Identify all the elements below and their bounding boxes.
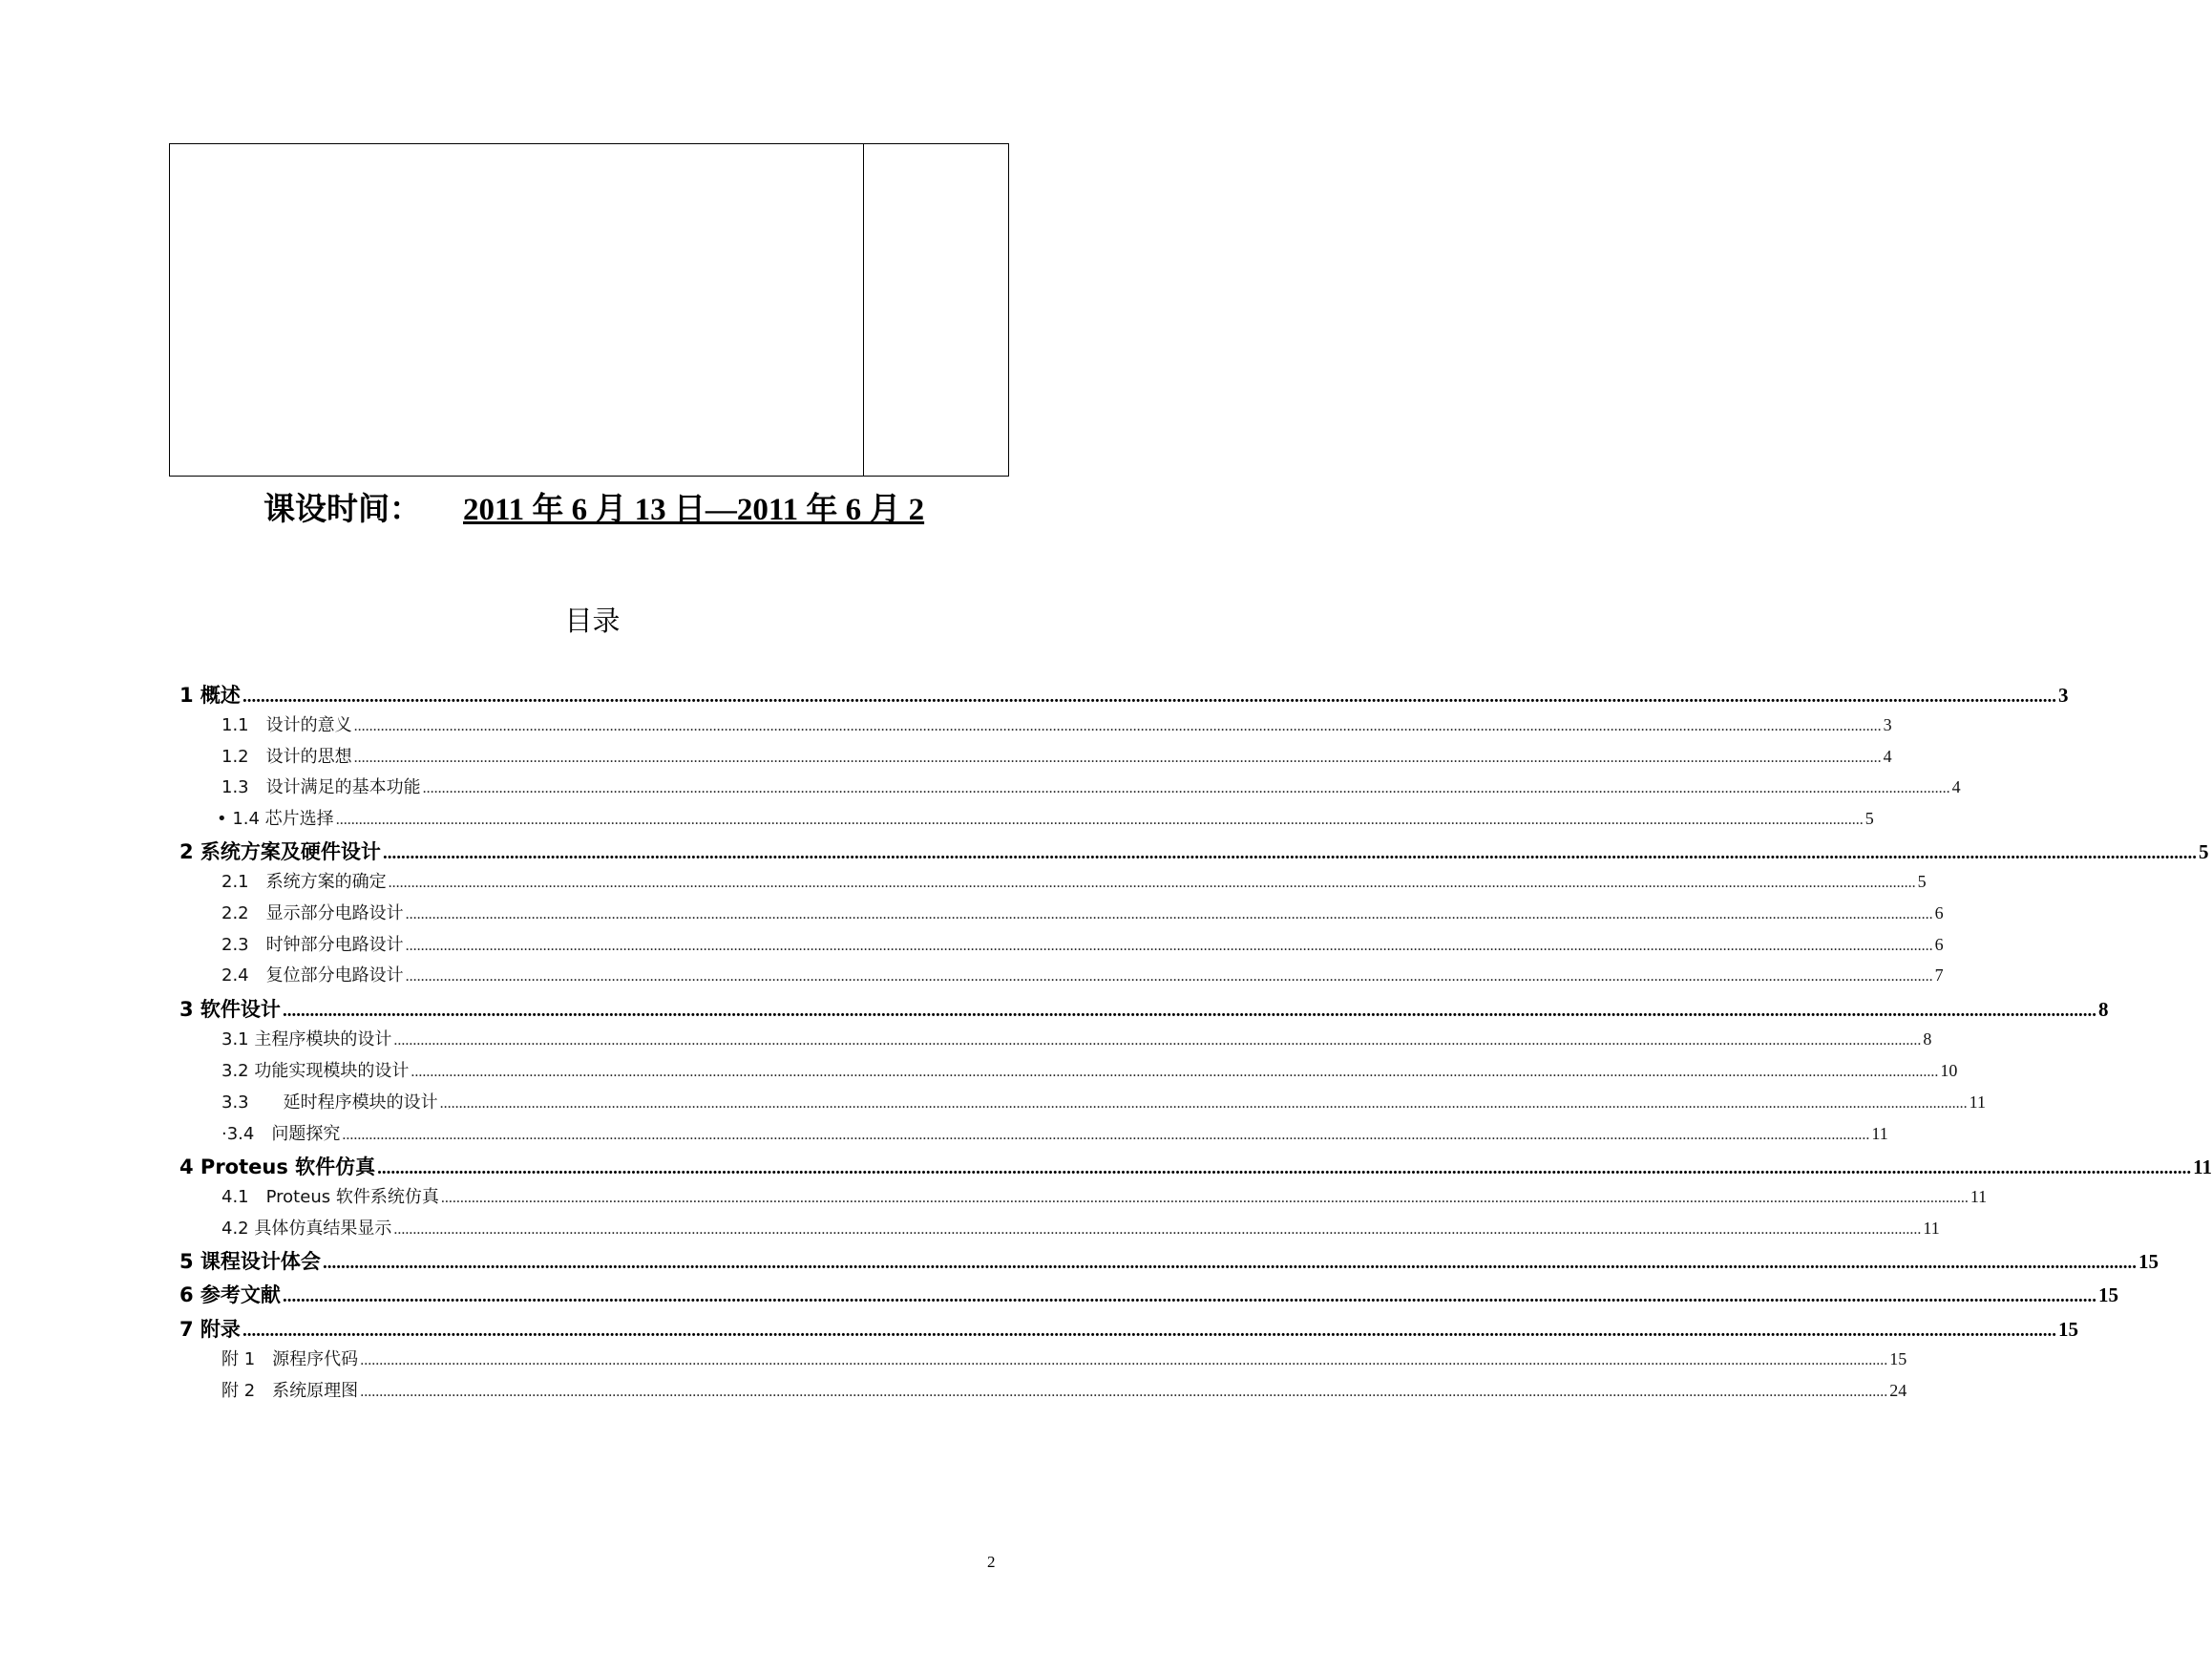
toc-chapter-entry[interactable]	[179, 680, 2069, 709]
toc-leader-dots: ................................................................................................................................................................................................................................................................................................................................................................................................................	[360, 1384, 1888, 1400]
toc-entry-page: 6	[1934, 935, 1944, 954]
toc-leader-dots: ................................................................................................................................................................................................................................................................................................................................................................................................................	[393, 1221, 1922, 1238]
toc-entry-title: 4.1 Proteus 软件系统仿真	[221, 1187, 439, 1207]
toc-entry-page: 15	[1889, 1349, 1907, 1368]
toc-entry-title: 2.2 显示部分电路设计	[221, 903, 404, 923]
toc-entry-page: 11	[1871, 1124, 1888, 1143]
toc-leader-dots: ................................................................................................................................................................................................................................................................................................................................................................................................................	[282, 1286, 2096, 1306]
toc-entry-title: 1.1 设计的意义	[221, 715, 352, 735]
toc-section-entry[interactable]	[179, 1183, 1988, 1208]
toc-entry-title: 3 软件设计	[179, 998, 281, 1021]
table-divider	[863, 144, 864, 476]
toc-entry-title: 附 2 系统原理图	[221, 1381, 359, 1401]
toc-entry-page: 8	[1923, 1029, 1932, 1049]
toc-leader-dots: ................................................................................................................................................................................................................................................................................................................................................................................................................	[242, 1321, 2056, 1341]
toc-leader-dots: ................................................................................................................................................................................................................................................................................................................................................................................................................	[411, 1064, 1939, 1080]
course-time-label: 课设时间：	[263, 490, 421, 527]
toc-entry-page: 11	[1969, 1092, 1986, 1112]
toc-entry-title: • 1.4 芯片选择	[217, 809, 334, 829]
toc-leader-dots: ................................................................................................................................................................................................................................................................................................................................................................................................................	[282, 1001, 2096, 1021]
toc-section-entry[interactable]	[179, 1346, 1907, 1370]
toc-chapter-entry[interactable]	[179, 1246, 2159, 1275]
toc-entry-title: 2 系统方案及硬件设计	[179, 840, 381, 863]
toc-section-entry[interactable]	[179, 1026, 1932, 1050]
toc-entry-page: 24	[1889, 1381, 1907, 1400]
toc-leader-dots: ................................................................................................................................................................................................................................................................................................................................................................................................................	[382, 843, 2197, 863]
toc-entry-title: 3.2 功能实现模块的设计	[221, 1061, 410, 1081]
signature-table-box	[169, 143, 1009, 477]
toc-entry-title: 2.1 系统方案的确定	[221, 872, 387, 892]
toc-entry-page: 8	[2097, 998, 2109, 1021]
toc-leader-dots: ................................................................................................................................................................................................................................................................................................................................................................................................................	[422, 780, 1950, 796]
toc-chapter-entry[interactable]	[179, 994, 2109, 1023]
toc-entry-title: 5 课程设计体会	[179, 1250, 321, 1273]
toc-section-entry[interactable]	[179, 774, 1961, 798]
toc-entry-page: 7	[1934, 965, 1944, 985]
toc-chapter-entry[interactable]	[179, 1152, 2212, 1180]
toc-chapter-entry[interactable]	[179, 1280, 2118, 1308]
toc-entry-title: 2.3 时钟部分电路设计	[221, 935, 404, 955]
toc-entry-page: 4	[1951, 777, 1961, 796]
toc-leader-dots: ................................................................................................................................................................................................................................................................................................................................................................................................................	[353, 718, 1882, 734]
toc-entry-title: 附 1 源程序代码	[221, 1349, 359, 1369]
toc-section-entry[interactable]	[179, 962, 1944, 986]
toc-entry-title: 7 附录	[179, 1318, 241, 1341]
toc-entry-page: 5	[1917, 872, 1927, 891]
toc-entry-page: 11	[1923, 1219, 1940, 1238]
toc-entry-title: 1.3 设计满足的基本功能	[221, 777, 421, 797]
course-time	[263, 485, 924, 534]
toc-entry-title: ·3.4 问题探究	[221, 1124, 341, 1144]
toc-section-entry[interactable]	[179, 1120, 1888, 1145]
toc-entry-page: 3	[2057, 684, 2069, 707]
toc-section-entry[interactable]	[179, 805, 1874, 830]
toc-leader-dots: ................................................................................................................................................................................................................................................................................................................................................................................................................	[322, 1253, 2137, 1273]
toc-entry-page: 10	[1940, 1061, 1958, 1080]
toc-leader-dots: ................................................................................................................................................................................................................................................................................................................................................................................................................	[342, 1127, 1870, 1143]
toc-entry-title: 1 概述	[179, 684, 241, 707]
toc-entry-page: 5	[2198, 840, 2209, 863]
toc-entry-title: 2.4 复位部分电路设计	[221, 965, 404, 986]
toc-entry-page: 15	[2057, 1318, 2078, 1341]
toc-section-entry[interactable]	[179, 868, 1927, 893]
toc-entry-page: 11	[1970, 1187, 1988, 1206]
toc-entry-title: 3.3 延时程序模块的设计	[221, 1092, 438, 1113]
toc-section-entry[interactable]	[179, 1377, 1907, 1402]
toc-section-entry[interactable]	[179, 1089, 1986, 1113]
toc-leader-dots: ................................................................................................................................................................................................................................................................................................................................................................................................................	[242, 687, 2056, 707]
toc-entry-page: 6	[1934, 903, 1944, 922]
toc-entry-page: 3	[1883, 715, 1892, 734]
toc-section-entry[interactable]	[179, 1057, 1958, 1082]
toc-leader-dots: ................................................................................................................................................................................................................................................................................................................................................................................................................	[440, 1190, 1969, 1206]
toc-leader-dots: ................................................................................................................................................................................................................................................................................................................................................................................................................	[353, 750, 1882, 766]
toc-title: 目录	[564, 604, 621, 637]
toc-entry-title: 3.1 主程序模块的设计	[221, 1029, 392, 1050]
toc-entry-page: 5	[1864, 809, 1874, 828]
toc-leader-dots: ................................................................................................................................................................................................................................................................................................................................................................................................................	[439, 1095, 1968, 1112]
course-time-value: 2011 年 6 月 13 日—2011 年 6 月 2	[463, 493, 925, 527]
toc-leader-dots: ................................................................................................................................................................................................................................................................................................................................................................................................................	[405, 968, 1933, 985]
toc-entry-title: 6 参考文献	[179, 1283, 281, 1306]
toc-entry-title: 4 Proteus 软件仿真	[179, 1156, 376, 1178]
toc-section-entry[interactable]	[179, 931, 1944, 956]
toc-leader-dots: ................................................................................................................................................................................................................................................................................................................................................................................................................	[388, 875, 1916, 891]
toc-entry-title: 1.2 设计的思想	[221, 747, 352, 767]
toc-entry-page: 11	[2193, 1156, 2212, 1178]
toc-chapter-entry[interactable]	[179, 1314, 2078, 1343]
toc-section-entry[interactable]	[179, 711, 1892, 736]
toc-section-entry[interactable]	[179, 900, 1944, 924]
toc-leader-dots: ................................................................................................................................................................................................................................................................................................................................................................................................................	[335, 812, 1864, 828]
toc-entry-page: 4	[1883, 747, 1892, 766]
toc-leader-dots: ................................................................................................................................................................................................................................................................................................................................................................................................................	[405, 938, 1933, 954]
toc-leader-dots: ................................................................................................................................................................................................................................................................................................................................................................................................................	[393, 1032, 1922, 1049]
toc-leader-dots: ................................................................................................................................................................................................................................................................................................................................................................................................................	[405, 906, 1933, 922]
toc-leader-dots: ................................................................................................................................................................................................................................................................................................................................................................................................................	[360, 1352, 1888, 1368]
toc-entry-page: 15	[2138, 1250, 2159, 1273]
toc-entry-title: 4.2 具体仿真结果显示	[221, 1219, 392, 1239]
page-number: 2	[987, 1553, 996, 1571]
toc-chapter-entry[interactable]	[179, 837, 2209, 865]
toc-leader-dots: ................................................................................................................................................................................................................................................................................................................................................................................................................	[377, 1158, 2192, 1178]
toc-section-entry[interactable]	[179, 1215, 1940, 1240]
toc-section-entry[interactable]	[179, 743, 1892, 768]
toc-entry-page: 15	[2097, 1283, 2118, 1306]
